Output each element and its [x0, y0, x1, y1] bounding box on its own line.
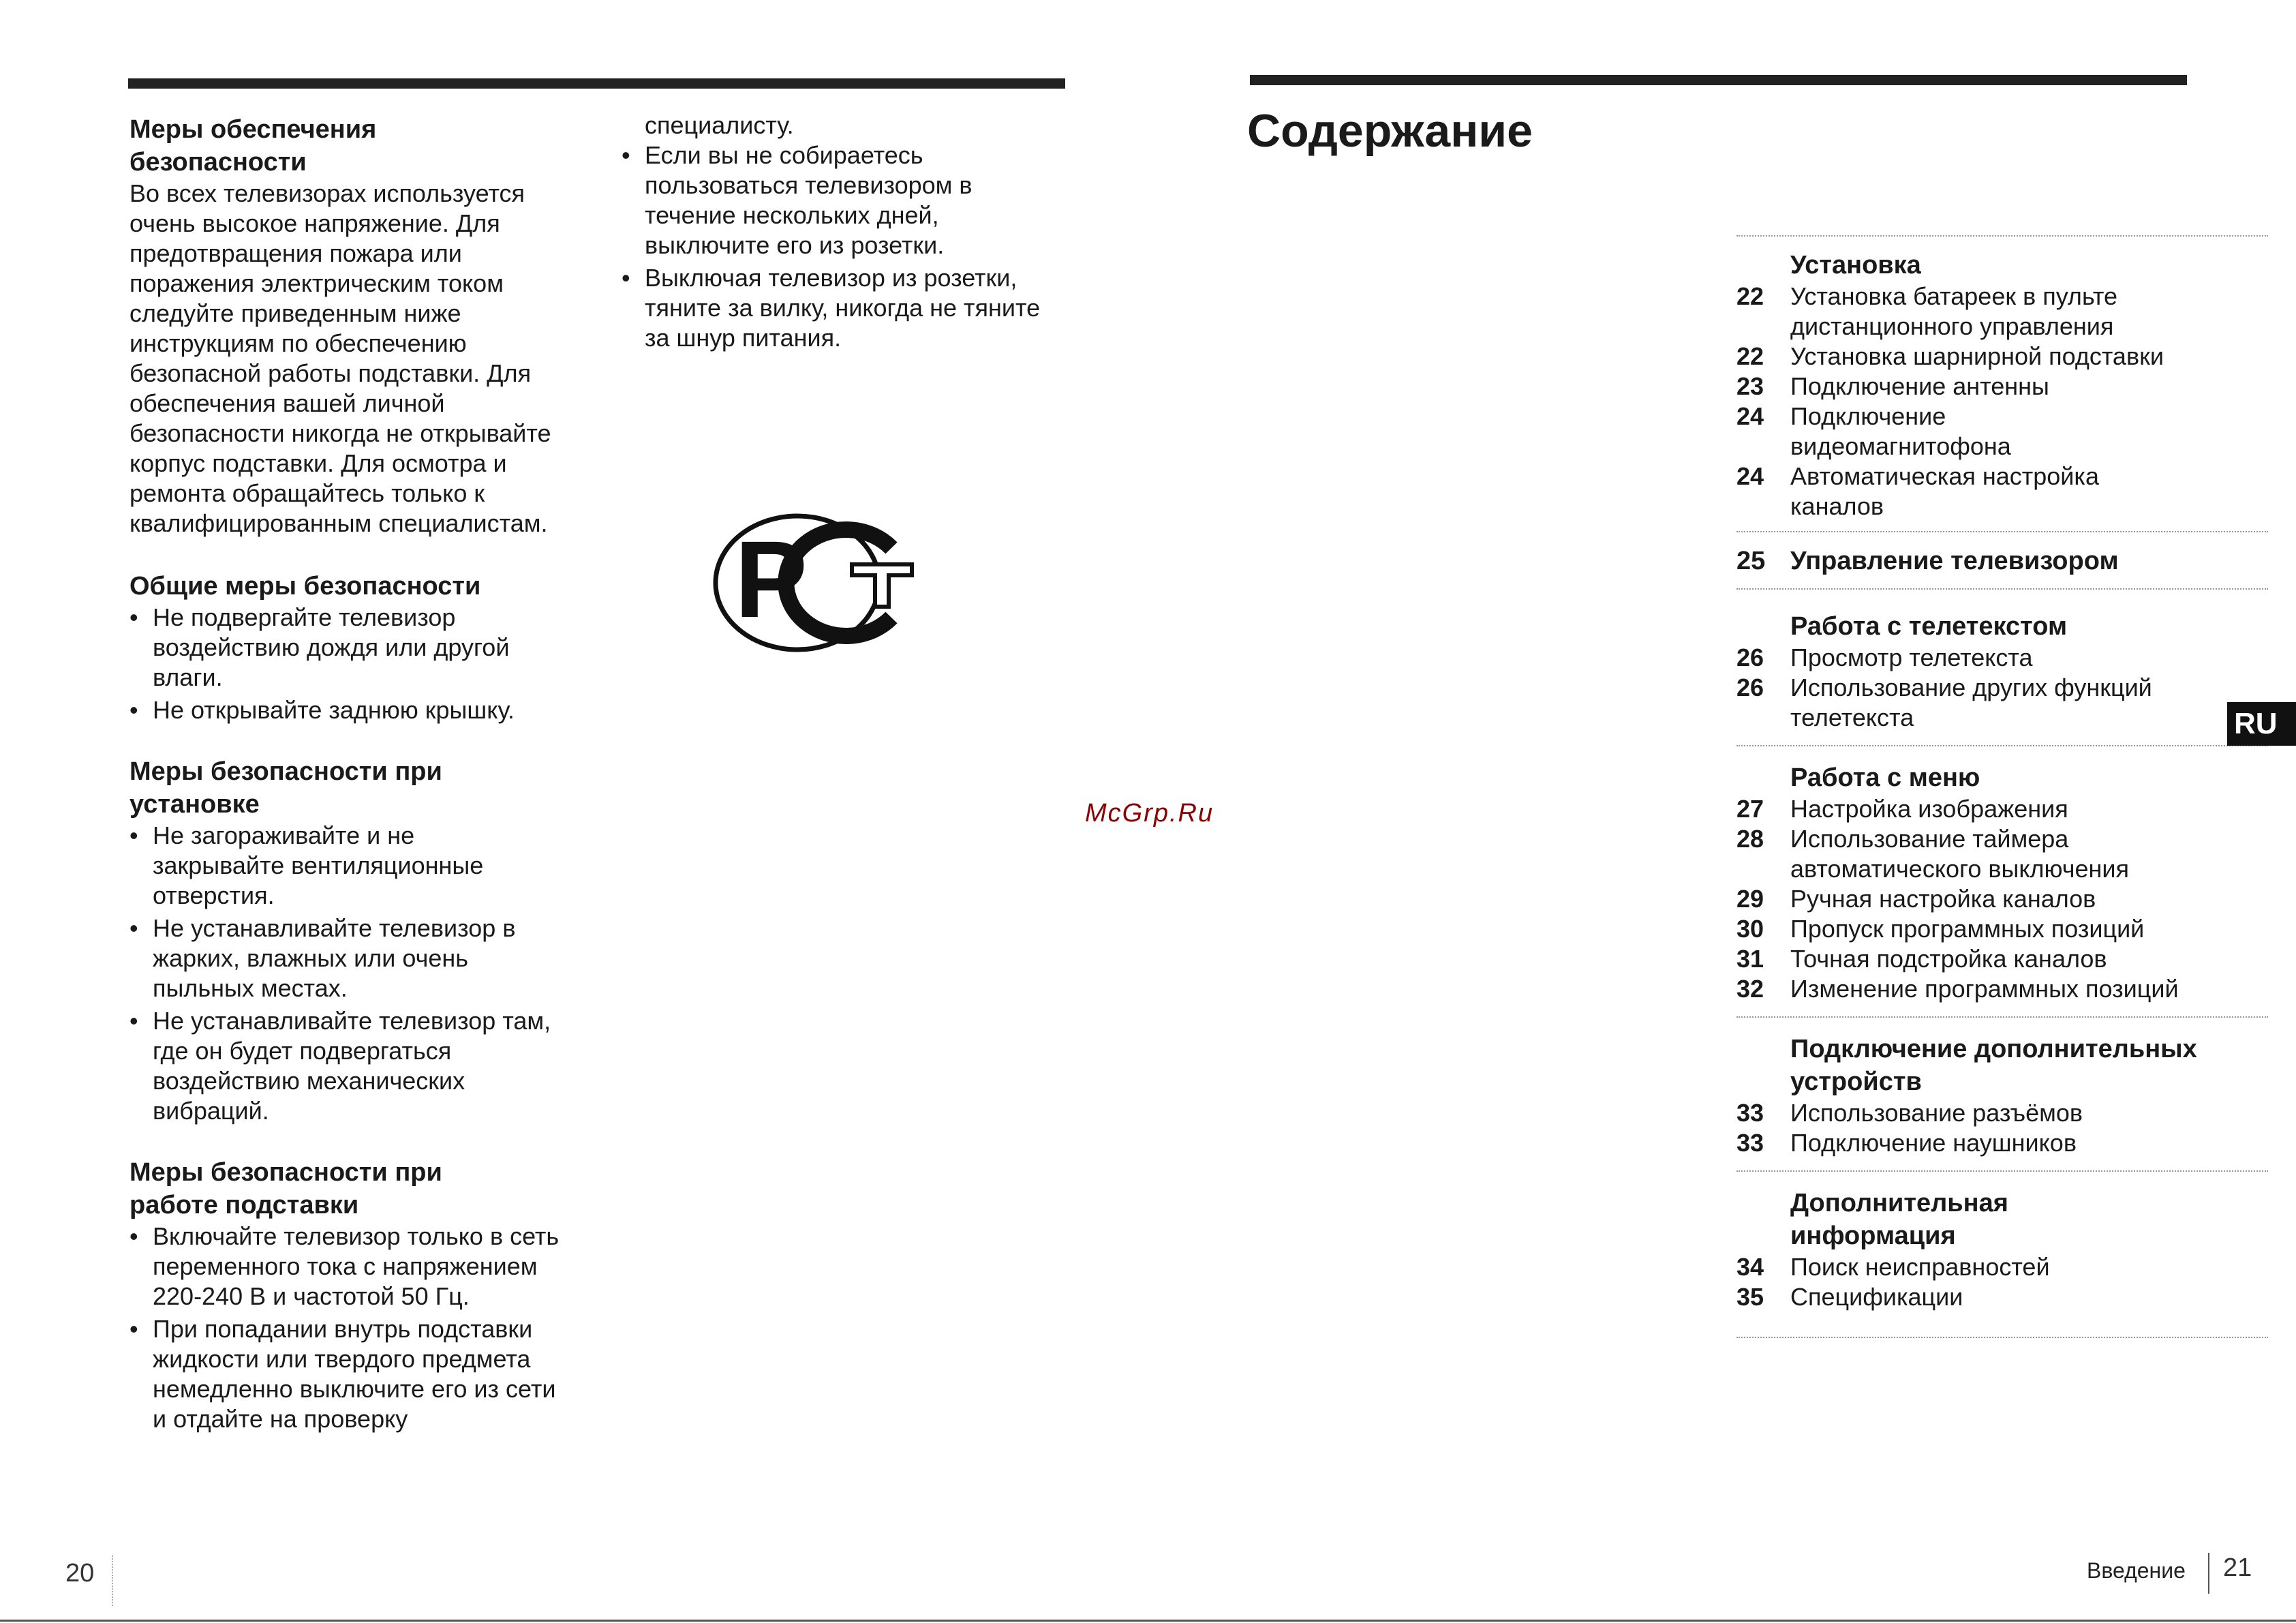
list-item: • При попадании внутрь подставки жидкости или твердого предмета немедленно выключите его из сети и отдайте на проверку [129, 1314, 566, 1434]
toc-entry[interactable] [1736, 401, 2268, 461]
toc-entry[interactable] [1736, 944, 2268, 974]
section-title: Меры безопасности при работе подставки [129, 1158, 442, 1219]
bottom-edge-line [0, 1620, 2296, 1622]
toc-section-installation [1736, 237, 2268, 531]
toc-entry-text: Поиск неисправностей [1790, 1253, 2050, 1281]
toc-section-teletext [1736, 590, 2268, 745]
bullet-list [129, 821, 552, 1126]
left-top-rule [128, 78, 1065, 89]
left-page-number: 20 [65, 1559, 95, 1588]
svg-text:P: P [735, 518, 808, 640]
list-item: • Не загораживайте и не закрывайте вентиляционные отверстия. [129, 821, 552, 911]
toc-entry[interactable] [1736, 884, 2268, 914]
toc-page-number: 26 [1736, 673, 1764, 701]
toc-page-number: 22 [1736, 342, 1764, 370]
toc-entry[interactable] [1736, 545, 2268, 577]
toc-heading: Установка [1790, 251, 1921, 279]
toc-entry-text: Подключение видеомагнитофона [1790, 402, 2011, 460]
page-number-divider [112, 1556, 113, 1606]
right-page-number: 21 [2223, 1553, 2252, 1582]
toc-entry[interactable] [1736, 371, 2268, 401]
bullet-list [622, 140, 1058, 353]
section-paragraph: Во всех телевизорах используется очень высокое напряжение. Для предотвращения пожара или поражения электрическим током следуйте приведенным ниже инструкциям по обеспечению безопасной работы подставки. Для обеспечения вашей личной безопасности никогда не открывайте корпус подставки. Для осмотра и ремонта обращайтесь только к квалифицированным специалистам. [129, 179, 551, 537]
toc-entry[interactable] [1736, 342, 2268, 371]
toc-entry-text: Спецификации [1790, 1283, 1963, 1311]
toc-page-number: 30 [1736, 915, 1764, 943]
toc-section-tv-control [1736, 532, 2268, 588]
continuation-text: специалисту. [645, 111, 794, 139]
toc-page-number: 34 [1736, 1253, 1764, 1281]
list-item: • Включайте телевизор только в сеть переменного тока с напряжением 220-240 В и частотой 50 Гц. [129, 1222, 566, 1311]
list-item: • Не открывайте заднюю крышку. [129, 695, 566, 725]
list-item: • Не устанавливайте телевизор там, где он будет подвергаться воздействию механических вибраций. [129, 1006, 552, 1126]
toc-entry-text: Использование разъёмов [1790, 1099, 2083, 1127]
left-column-1 [129, 113, 579, 1437]
toc-heading: Подключение дополнительных устройств [1790, 1035, 2197, 1096]
bullet-list [129, 1222, 566, 1434]
toc-entry-text: Использование таймера автоматического выключения [1790, 825, 2129, 883]
toc-page-number: 25 [1736, 547, 1766, 575]
bullet-list [129, 603, 566, 725]
toc-page-number: 35 [1736, 1283, 1764, 1311]
toc-entry-text: Автоматическая настройка каналов [1790, 462, 2099, 520]
page-title: Содержание [1247, 105, 1533, 157]
list-item: • Выключая телевизор из розетки, тяните за вилку, никогда не тяните за шнур питания. [622, 263, 1058, 353]
section-safety [129, 113, 579, 539]
toc-entry-text: Использование других функций телетекста [1790, 673, 2152, 731]
section-general [129, 570, 579, 725]
toc-divider [1736, 1337, 2268, 1338]
toc-entry[interactable] [1736, 282, 2268, 342]
section-title: Меры безопасности при установке [129, 757, 442, 819]
toc-entry-text: Изменение программных позиций [1790, 975, 2179, 1003]
language-tab: RU [2227, 702, 2296, 746]
toc-entry-text: Просмотр телетекста [1790, 643, 2033, 671]
pct-logo-icon [709, 504, 920, 661]
toc-entry-text: Подключение антенны [1790, 372, 2049, 400]
toc-page-number: 23 [1736, 372, 1764, 400]
toc-entry[interactable] [1736, 1128, 2268, 1158]
toc-entry-text: Точная подстройка каналов [1790, 945, 2107, 973]
toc-heading: Управление телевизором [1790, 547, 2119, 575]
pct-certification-logo [709, 504, 920, 661]
toc-entry-text: Настройка изображения [1790, 795, 2068, 823]
list-item: • Не устанавливайте телевизор в жарких, влажных или очень пыльных местах. [129, 913, 552, 1003]
section-installation [129, 755, 579, 1126]
toc-heading: Работа с телетекстом [1790, 612, 2068, 641]
toc-entry[interactable] [1736, 914, 2268, 944]
toc-page-number: 22 [1736, 282, 1764, 310]
list-item: • Если вы не собираетесь пользоваться телевизором в течение нескольких дней, выключите его из розетки. [622, 140, 1058, 260]
toc-page-number: 29 [1736, 885, 1764, 913]
list-item: • Не подвергайте телевизор воздействию дождя или другой влаги. [129, 603, 566, 693]
toc-entry[interactable] [1736, 1098, 2268, 1128]
toc-page-number: 24 [1736, 462, 1764, 490]
toc-entry-text: Установка батареек в пульте дистанционного управления [1790, 282, 2117, 340]
section-title: Меры обеспечения безопасности [129, 115, 377, 177]
toc-entry[interactable] [1736, 794, 2268, 824]
toc-page-number: 24 [1736, 402, 1764, 430]
toc-entry-text: Установка шарнирной подставки [1790, 342, 2164, 370]
toc-page-number: 27 [1736, 795, 1764, 823]
toc-page-number: 28 [1736, 825, 1764, 853]
toc-entry-text: Ручная настройка каналов [1790, 885, 2096, 913]
toc-entry[interactable] [1736, 824, 2268, 884]
section-title: Общие меры безопасности [129, 572, 481, 601]
toc-entry[interactable] [1736, 461, 2268, 521]
toc-heading: Работа с меню [1790, 763, 1980, 792]
toc-entry[interactable] [1736, 643, 2268, 673]
toc-section-devices [1736, 1018, 2268, 1170]
toc-entry[interactable] [1736, 974, 2268, 1004]
right-top-rule [1250, 75, 2187, 85]
toc-page-number: 31 [1736, 945, 1764, 973]
table-of-contents [1736, 235, 2268, 1338]
toc-entry-text: Подключение наушников [1790, 1129, 2077, 1157]
toc-page-number: 33 [1736, 1129, 1764, 1157]
watermark: McGrp.Ru [1085, 799, 1214, 828]
toc-entry[interactable] [1736, 1282, 2268, 1312]
toc-entry[interactable] [1736, 673, 2268, 733]
toc-section-additional [1736, 1172, 2268, 1337]
toc-section-menu [1736, 746, 2268, 1016]
toc-page-number: 32 [1736, 975, 1764, 1003]
toc-page-number: 33 [1736, 1099, 1764, 1127]
toc-entry-text: Пропуск программных позиций [1790, 915, 2145, 943]
toc-page-number: 26 [1736, 643, 1764, 671]
footer-section-label: Введение [2087, 1558, 2186, 1583]
page-number-divider [2208, 1553, 2209, 1594]
section-operation [129, 1156, 579, 1434]
toc-heading: Дополнительная информация [1790, 1189, 2008, 1250]
left-column-2 [622, 110, 1058, 356]
toc-entry[interactable] [1736, 1252, 2268, 1282]
